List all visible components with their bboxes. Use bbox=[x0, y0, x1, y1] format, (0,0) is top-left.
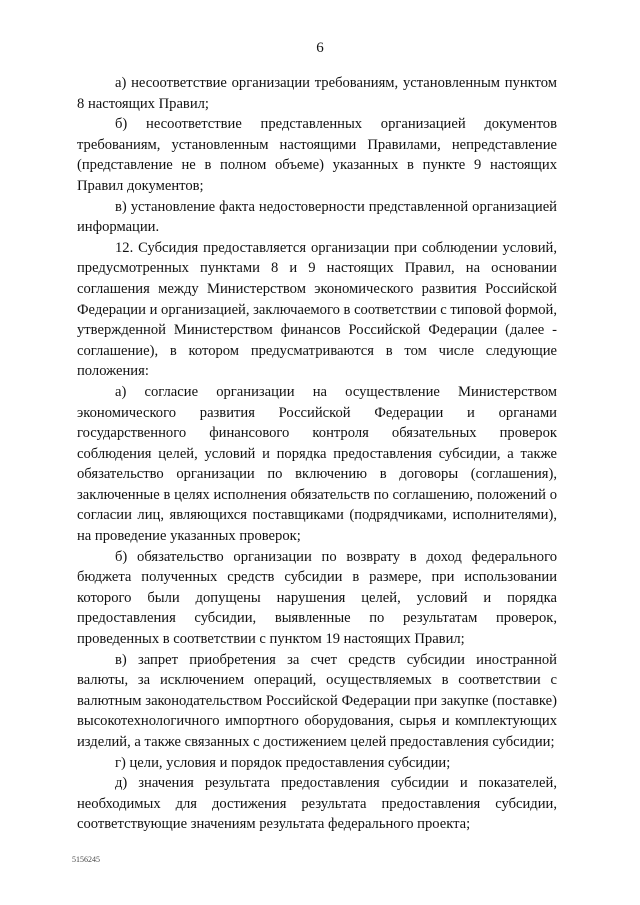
paragraph-12d: д) значения результата предоставления субсидии и показателей, необходимых для достижения результата предоставления субсидии, соответствующие значениям результата федерального проекта; bbox=[77, 775, 557, 833]
paragraph-11b: б) несоответствие представленных организацией документов требованиям, установленным настоящими Правилами, непредставление (представление не в полном объеме) указанных в пункте 9 настоящих Правил документов; bbox=[77, 116, 557, 194]
paragraph-11a: а) несоответствие организации требованиям, установленным пунктом 8 настоящих Правил; bbox=[77, 75, 557, 112]
paragraph-12g: г) цели, условия и порядок предоставления субсидии; bbox=[115, 754, 451, 771]
paragraph-12b: б) обязательство организации по возврату в доход федерального бюджета полученных средств субсидии в размере, при использовании которого были допущены нарушения целей, условий и порядка предоставления субсидии, выявленные по результатам проверок, проведенных в соответствии с пунктом 19 настоящих Правил; bbox=[77, 548, 557, 648]
page-number: 6 bbox=[316, 40, 324, 56]
paragraph-12v: в) запрет приобретения за счет средств субсидии иностранной валюты, за исключением операций, осуществляемых в соответствии с валютным законодательством Российской Федерации при закупке (поставке) высокотехнологичного импортного оборудования, сырья и комплектующих изделий, а также связанных с достижением целей предоставления субсидии; bbox=[77, 651, 557, 750]
document-body bbox=[77, 73, 557, 835]
paragraph-12a: а) согласие организации на осуществление Министерством экономического развития Российской Федерации и органами государственного финансового контроля обязательных проверок соблюдения целей, условий и порядка предоставления субсидии, а также обязательство организации по включению в договоры (соглашения), заключенные в целях исполнения обязательств по соглашению, положений о согласии лиц, являющихся поставщиками (подрядчиками, исполнителями), на проведение указанных проверок; bbox=[77, 383, 557, 545]
paragraph-12: 12. Субсидия предоставляется организации при соблюдении условий, предусмотренных пунктами 8 и 9 настоящих Правил, на основании соглашения между Министерством экономического развития Российской Федерации и организацией, заключаемого в соответствии с типовой формой, утвержденной Министерством финансов Российской Федерации (далее - соглашение), в котором предусматриваются в том числе следующие положения: bbox=[77, 239, 557, 380]
paragraph-11v: в) установление факта недостоверности представленной организацией информации. bbox=[77, 198, 557, 236]
document-code: 5156245 bbox=[72, 855, 100, 864]
